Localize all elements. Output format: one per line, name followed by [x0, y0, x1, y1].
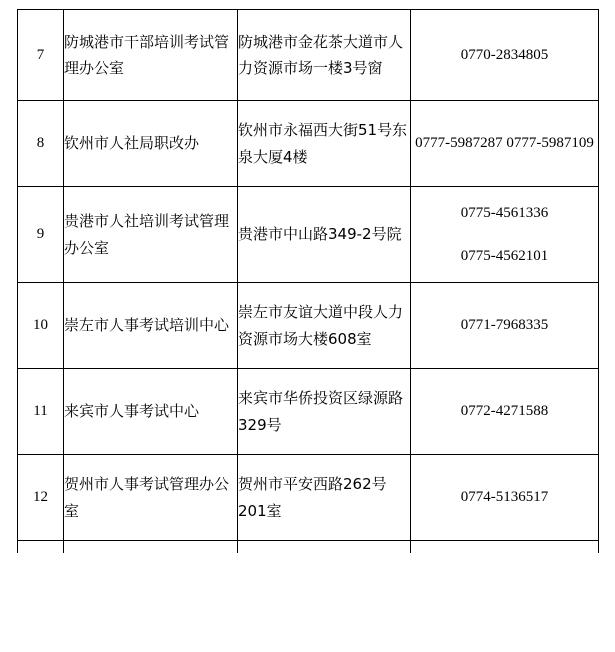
table-row	[18, 283, 599, 369]
row-address: 来宾市华侨投资区绿源路329号	[238, 369, 411, 455]
row-phone	[411, 101, 599, 187]
table-row	[18, 187, 599, 283]
row-address: 防城港市金花茶大道市人力资源市场一楼3号窗	[238, 10, 411, 101]
phone-line: 0774-5136517	[460, 489, 549, 506]
row-index	[18, 541, 64, 554]
table-row	[18, 455, 599, 541]
contact-table	[17, 9, 599, 553]
phone-line: 0777-5987287 0777-5987109	[415, 135, 594, 152]
row-phone	[411, 10, 599, 101]
row-organization: 钦州市人社局职改办	[64, 101, 238, 187]
row-index: 9	[18, 187, 64, 283]
row-organization: 贺州市人事考试管理办公室	[64, 455, 238, 541]
phone-line: 0771-7968335	[460, 317, 549, 334]
row-address: 钦州市永福西大街51号东泉大厦4楼	[238, 101, 411, 187]
row-index: 10	[18, 283, 64, 369]
row-organization: 来宾市人事考试中心	[64, 369, 238, 455]
row-organization: 防城港市干部培训考试管理办公室	[64, 10, 238, 101]
phone-line: 0772-4271588	[460, 403, 549, 420]
row-index: 7	[18, 10, 64, 101]
row-address: 崇左市友谊大道中段人力资源市场大楼608室	[238, 283, 411, 369]
table-row	[18, 101, 599, 187]
phone-line: 0770-2834805	[460, 46, 549, 63]
row-organization: 贵港市人社培训考试管理办公室	[64, 187, 238, 283]
row-address: 贺州市平安西路262号201室	[238, 455, 411, 541]
table-row	[18, 369, 599, 455]
row-organization	[64, 541, 238, 554]
row-phone	[411, 369, 599, 455]
phone-line: 0775-4562101	[460, 247, 549, 264]
table-row	[18, 10, 599, 101]
row-index: 11	[18, 369, 64, 455]
table-row-partial	[18, 541, 599, 554]
row-address: 贵港市中山路349-2号院	[238, 187, 411, 283]
document-page	[0, 9, 615, 652]
row-address	[238, 541, 411, 554]
row-phone	[411, 455, 599, 541]
row-index: 8	[18, 101, 64, 187]
phone-line: 0775-4561336	[460, 205, 549, 222]
row-index: 12	[18, 455, 64, 541]
row-organization: 崇左市人事考试培训中心	[64, 283, 238, 369]
row-phone	[411, 541, 599, 554]
row-phone	[411, 187, 599, 283]
row-phone	[411, 283, 599, 369]
